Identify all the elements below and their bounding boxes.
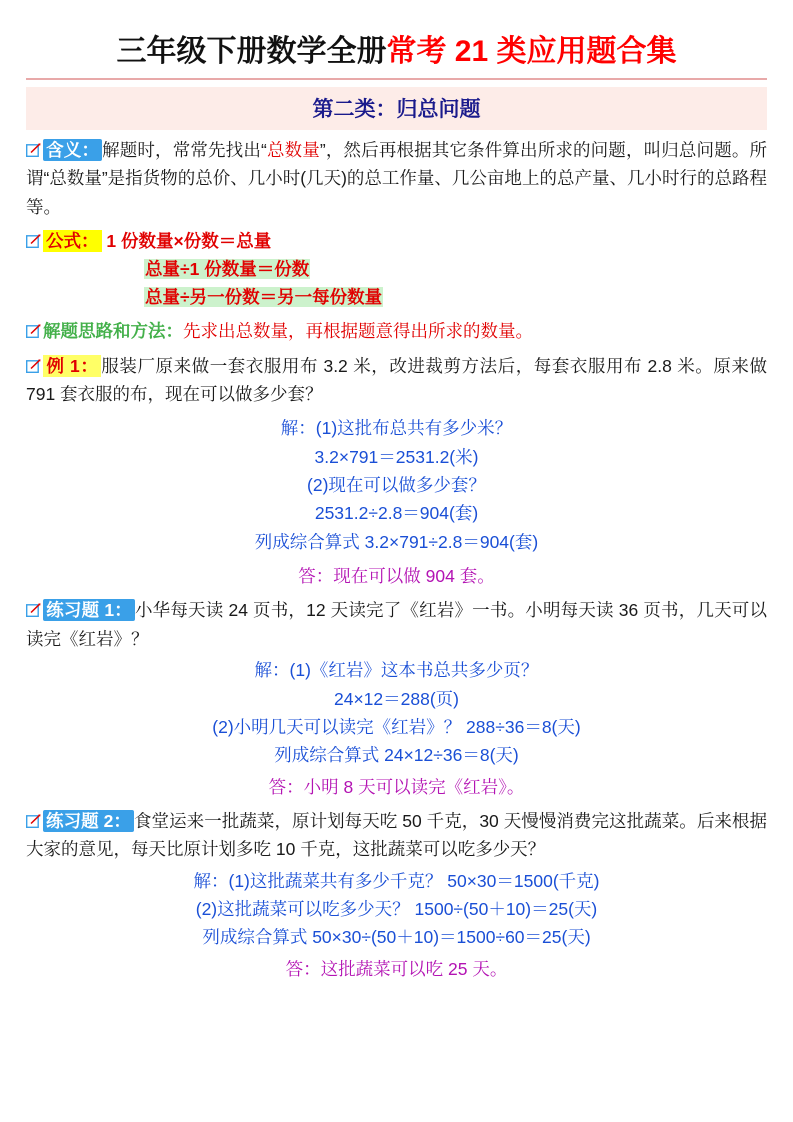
formula-line-3-wrap: [144, 283, 767, 311]
practice2-paragraph: [26, 807, 767, 864]
practice1-solution-line-3: (2)小明几天可以读完《红岩》？ 288÷36＝8(天): [212, 716, 581, 737]
example1-question: 服装厂原来做一套衣服用布 3.2 米，改进裁剪方法后，每套衣服用布 2.8 米。原来做 791 套衣服的布，现在可以做多少套？: [26, 355, 767, 405]
practice2-solution-line-2: (2)这批蔬菜可以吃多少天？ 1500÷(50＋10)＝25(天): [195, 898, 598, 919]
example1-paragraph: [26, 352, 767, 409]
practice1-question: 小华每天读 24 页书，12 天读完了《红岩》一书。小明每天读 36 页书，几天可以读完《红岩》？: [26, 600, 767, 649]
note-icon: [26, 603, 41, 618]
formula-block: [26, 227, 767, 255]
meaning-text-1: 解题时，常常先找出“: [102, 140, 267, 160]
note-icon: [26, 324, 41, 339]
practice2-solution-line-1: 解：(1)这批蔬菜共有多少千克？ 50×30＝1500(千克): [193, 870, 600, 891]
method-text: 先求出总数量，再根据题意得出所求的数量。: [183, 321, 533, 342]
practice1-solution-line-1: 解：(1)《红岩》这本书总共多少页？: [254, 660, 539, 681]
formula-line-3: 总量÷另一份数＝另一每份数量: [145, 287, 383, 308]
method-label: 解题思路和方法：: [43, 321, 183, 342]
meaning-paragraph: [26, 136, 767, 221]
formula-line-1: 1 份数量×份数＝总量: [106, 231, 272, 252]
method-paragraph: [26, 317, 767, 345]
example1-solution-line-4: 2531.2÷2.8＝904(套): [314, 503, 479, 524]
practice1-paragraph: [26, 596, 767, 653]
meaning-label: 含义：: [43, 139, 102, 161]
example1-solution-line-2: 3.2×791＝2531.2(米): [314, 446, 479, 467]
formula-label: 公式：: [43, 230, 102, 252]
meaning-highlight: 总数量: [266, 140, 320, 160]
meaning-text-2: ”，然后再根据其它条件算出所求的问题，叫归总问题。所谓“总数量”是指货物的总价、几小时(几天)的总工作量、几公亩地上的总产量、几小时行的总路程等。: [26, 140, 768, 217]
example1-solution-line-3: (2)现在可以做多少套？: [307, 475, 486, 496]
practice2-answer: 答：这批蔬菜可以吃 25 天。: [285, 958, 508, 979]
practice1-solution-line-4: 列成综合算式 24×12÷36＝8(天): [274, 745, 519, 766]
formula-line-2: 总量÷1 份数量＝份数: [145, 259, 310, 280]
note-icon: [26, 143, 41, 158]
section-banner: 第二类：归总问题: [26, 87, 767, 130]
practice1-label: 练习题 1：: [43, 599, 135, 621]
example1-solution-line-1: 解：(1)这批布总共有多少米？: [280, 418, 513, 439]
example1-answer: 答：现在可以做 904 套。: [298, 566, 495, 587]
practice2-solution-line-3: 列成综合算式 50×30÷(50＋10)＝1500÷60＝25(天): [202, 927, 591, 948]
formula-line-2-wrap: [144, 255, 767, 283]
title-red-part: 常考 21 类应用题合集: [386, 35, 677, 68]
practice1-answer: 答：小明 8 天可以读完《红岩》。: [268, 776, 525, 797]
practice2-question: 食堂运来一批蔬菜，原计划每天吃 50 千克，30 天慢慢消费完这批蔬菜。后来根据大家的意见，每天比原计划多吃 10 千克，这批蔬菜可以吃多少天？: [26, 810, 767, 860]
page-title: [26, 30, 767, 80]
note-icon: [26, 234, 41, 249]
example1-solution-line-5: 列成综合算式 3.2×791÷2.8＝904(套): [254, 531, 539, 552]
note-icon: [26, 814, 41, 829]
example1-label: 例 1：: [43, 355, 101, 377]
practice2-label: 练习题 2：: [43, 810, 134, 832]
practice1-solution-line-2: 24×12＝288(页): [333, 688, 459, 709]
note-icon: [26, 359, 41, 374]
title-black-part: 三年级下册数学全册: [116, 35, 387, 68]
